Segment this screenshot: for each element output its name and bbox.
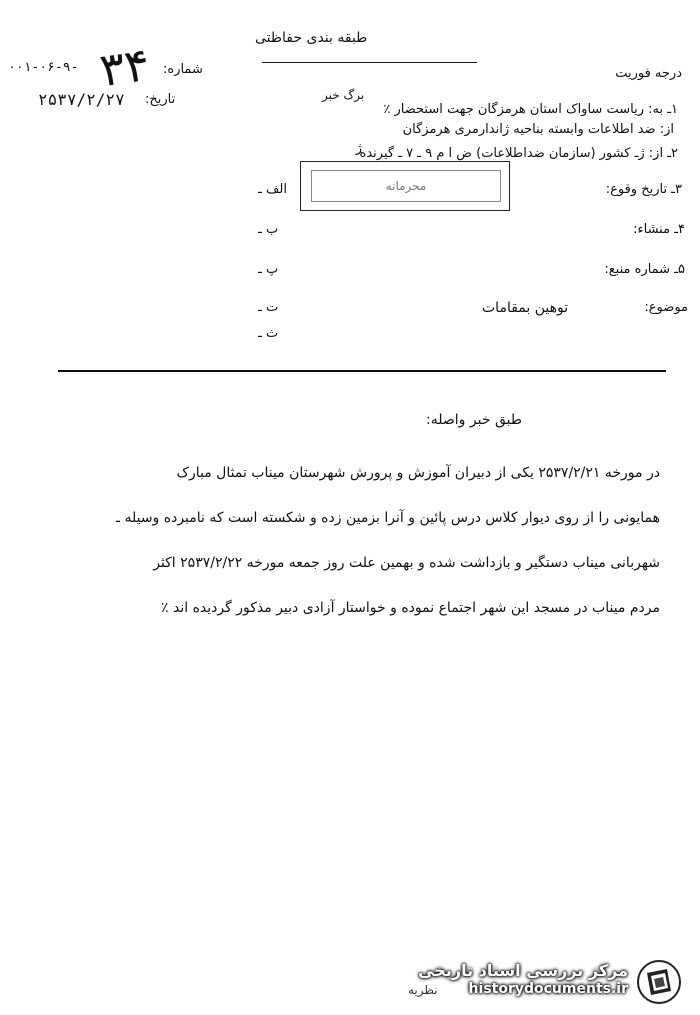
field-to-line3: ژ <box>355 141 362 156</box>
body-line-1: در مورخه ۲۵۳۷/۲/۲۱ یکی از دبیران آموزش و پرورش شهرستان میناب تمثال مبارک <box>176 465 660 481</box>
watermark-title: مرکز بررسی اسناد تاریخی <box>418 961 628 980</box>
archive-watermark <box>418 955 688 1009</box>
field-side-be: ب ـ <box>258 222 279 237</box>
number-handwritten: ۳۴ <box>96 36 153 98</box>
field-to-line2: از: ضد اطلاعات وابسته بناحیه ژاندارمری هرمزگان <box>402 122 674 137</box>
body-line-2: همایونی را از روی دیوار کلاس درس پائین و آنرا بزمین زده و شکسته است که نامبرده وسیله ـ <box>115 510 660 526</box>
newsletter-label: برگ خبر <box>322 88 365 102</box>
field-origin: ۴ـ منشاء: <box>633 222 685 237</box>
field-date-occurrence: ۳ـ تاریخ وقوع: <box>605 182 682 197</box>
classification-label: طبقه بندی حفاظتی <box>255 30 368 46</box>
archive-logo-icon <box>636 959 682 1005</box>
number-value: ۰۰۱-۰۶-۹- <box>8 60 79 75</box>
field-subject-label: موضوع: <box>644 300 688 315</box>
urgency-label: درجه فوریت <box>615 66 682 81</box>
stamp-text: محرمانه <box>311 170 501 202</box>
field-side-alef: الف ـ <box>258 182 287 197</box>
date-label: تاریخ: <box>145 92 176 107</box>
field-from: ۲ـ از: ژـ کشور (سازمان ضداطلاعات) ض ا م ۹ ـ ۷ ـ گیرنده <box>359 146 678 161</box>
date-value: ۲۵۳۷/۲/۲۷ <box>38 90 125 109</box>
watermark-url: historydocuments.ir <box>468 981 628 997</box>
number-label: شماره: <box>163 62 203 77</box>
field-side-te: ت ـ <box>258 300 279 315</box>
report-heading: طبق خبر واصله: <box>426 412 522 428</box>
section-divider <box>58 370 666 372</box>
classification-underline <box>262 62 477 63</box>
field-subject-value: توهین بمقامات <box>482 300 569 316</box>
field-source-number: ۵ـ شماره منبع: <box>604 262 685 277</box>
body-line-4: مردم میناب در مسجد این شهر اجتماع نموده و خواستار آزادی دبیر مذکور گردیده اند ٪ <box>161 600 660 616</box>
field-to: ۱ـ به: ریاست ساواک استان هرمزگان جهت استحضار ٪ <box>383 102 678 117</box>
footer-fragment: نظریه <box>408 983 438 997</box>
field-side-se: ث ـ <box>258 326 279 341</box>
field-side-pe: پ ـ <box>258 262 279 277</box>
body-line-3: شهربانی میناب دستگیر و بازداشت شده و بهمین علت روز جمعه مورخه ۲۵۳۷/۲/۲۲ اکثر <box>153 555 660 571</box>
confidential-stamp <box>300 161 510 211</box>
